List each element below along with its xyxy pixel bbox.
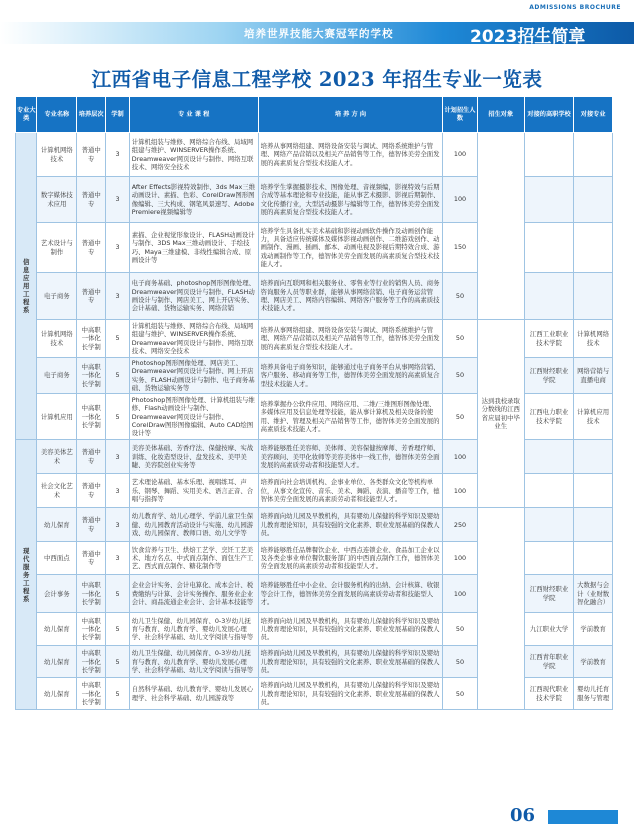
years-cell: 5: [106, 358, 130, 394]
linked-major-cell: [574, 273, 613, 320]
linked-major-cell: 计算机网络技术: [574, 320, 613, 358]
direction-cell: 培养面向幼儿园及早教机构，具有婴幼儿保健的科学知识及婴幼儿教育理论知识，具有较强的文化素养、职业发展基础的保教人员。: [258, 508, 443, 542]
col-header: 专业名称: [37, 97, 77, 133]
col-header: 培养层次: [77, 97, 106, 133]
plan-cell: 50: [443, 646, 477, 678]
college-cell: [524, 273, 573, 320]
major-name-cell: 电子商务: [37, 273, 77, 320]
linked-major-cell: [574, 440, 613, 474]
level-cell: 中高职一体化长学制: [77, 320, 106, 358]
direction-cell: 培养面向社会培训机构、企事业单位、各类群众文化等机构单位，从事文化宣传、音乐、美术、舞蹈、表演、播音等工作，德智体美劳全面发展的高素质劳动者和技能型人才。: [258, 474, 443, 508]
col-header: 专业大类: [16, 97, 37, 133]
level-cell: 中高职一体化长学制: [77, 358, 106, 394]
direction-cell: 培养从事网络组建、网络设备安装与调试、网络系统维护与管理、网络产品营销以及相关产品销售等工作，德智体美劳全面发展的高素质复合型技术技能人才。: [258, 320, 443, 358]
plan-cell: 100: [443, 474, 477, 508]
level-cell: 普通中专: [77, 273, 106, 320]
college-cell: 江西青年职业学院: [524, 646, 573, 678]
years-cell: 3: [106, 508, 130, 542]
plan-cell: 250: [443, 508, 477, 542]
courses-cell: 幼儿卫生保健、幼儿园保育、0-3岁幼儿抚育与教育、幼儿教育学、婴幼儿发展心理学、社会科学基础、幼儿文学阅读与指导等: [129, 646, 258, 678]
major-name-cell: 计算机网络技术: [37, 133, 77, 177]
level-cell: 普通中专: [77, 508, 106, 542]
majors-table: [15, 96, 613, 710]
level-cell: 普通中专: [77, 542, 106, 575]
direction-cell: 培养从事网络组建、网络设备安装与调试、网络系统维护与管理、网络产品营销以及相关产品销售等工作，德智体美劳全面发展的高素质复合型技术技能人才。: [258, 133, 443, 177]
col-header: 对接专业: [574, 97, 613, 133]
linked-major-cell: 婴幼儿托育服务与管理: [574, 678, 613, 710]
major-name-cell: 社会文化艺术: [37, 474, 77, 508]
header-slogan: 培养世界技能大赛冠军的学校: [244, 28, 394, 40]
level-cell: 普通中专: [77, 440, 106, 474]
major-name-cell: 中西面点: [37, 542, 77, 575]
direction-cell: 培养能够胜任品牌餐饮企业、中西点连锁企业、食品加工企业以及各类企事业单位餐饮服务部门的中西面点制作工作，德智体美劳全面发展的高素质劳动者和技能型人才。: [258, 542, 443, 575]
plan-cell: 50: [443, 394, 477, 440]
courses-cell: 计算机组装与维修、网络综合布线、局域网组建与维护、WINSERVER操作系统、Dreamweaver网页设计与制作、网络互联技术、网络安全技术: [129, 320, 258, 358]
linked-major-cell: [574, 223, 613, 273]
table-row: [16, 320, 613, 358]
level-cell: 普通中专: [77, 223, 106, 273]
college-cell: [524, 177, 573, 223]
courses-cell: 美容美体基础、芳香疗法、保健按摩、实战训练、化妆造型设计、盘发技术、美甲美睫、美容院创业实务等: [129, 440, 258, 474]
linked-major-cell: [574, 508, 613, 542]
college-cell: [524, 133, 573, 177]
years-cell: 5: [106, 678, 130, 710]
direction-cell: 培养学生具备扎实美术基础和影视动画软件操作及动画创作能力，具备适应传统媒体及媒体影视动画创作、二维游戏创作、动画制作、漫画、插画、邮本、动画电视及影视后期特效合成、游戏动画制作等工作，德智体美劳全面发展的高素质复合型技术技能人才。: [258, 223, 443, 273]
direction-cell: 培养面向幼儿园及早教机构，具有婴幼儿保健的科学知识及婴幼儿教育理论知识，具有较强的文化素养、职业发展基础的保教人员。: [258, 613, 443, 646]
linked-major-cell: 学前教育: [574, 613, 613, 646]
direction-cell: 培养能够胜任美容师、美体师、美容保健按摩师、芳香理疗师、美容顾问、美甲化妆师等美容美体中一线工作，德智体美劳全面发展的高素质劳动者和技能型人才。: [258, 440, 443, 474]
years-cell: 3: [106, 440, 130, 474]
years-cell: 3: [106, 542, 130, 575]
linked-major-cell: 计算机应用技术: [574, 394, 613, 440]
years-cell: 3: [106, 223, 130, 273]
table-row: [16, 508, 613, 542]
table-row: [16, 133, 613, 177]
category-cell: 信息应用工程系: [16, 133, 37, 440]
college-cell: [524, 474, 573, 508]
target-empty-cell: [477, 133, 524, 320]
linked-major-cell: 学前教育: [574, 646, 613, 678]
college-cell: [524, 542, 573, 575]
plan-cell: 100: [443, 575, 477, 613]
linked-major-cell: [574, 542, 613, 575]
years-cell: 5: [106, 575, 130, 613]
courses-cell: 幼儿卫生保健、幼儿园保育、0-3岁幼儿抚育与教育、幼儿教育学、婴幼儿发展心理学、社会科学基础、幼儿文学阅读与指导等: [129, 613, 258, 646]
direction-cell: 培养能够胜任中小企业、会计服务机构的出纳、会计核算、收银等会计工作，德智体美劳全面发展的高素质劳动者和技能型人才。: [258, 575, 443, 613]
col-header: 招生对象: [477, 97, 524, 133]
major-name-cell: 幼儿保育: [37, 508, 77, 542]
courses-cell: Photoshop图形图像处理、网店美工、Dreamweaver网页设计与制作、网上开店实务、FLASH动画设计与制作、电子商务基础、货物运输实务等: [129, 358, 258, 394]
courses-cell: 自然科学基础、幼儿教育学、婴幼儿发展心理学、社会科学基础、幼儿园游戏等: [129, 678, 258, 710]
linked-major-cell: [574, 133, 613, 177]
major-name-cell: 计算机应用: [37, 394, 77, 440]
linked-major-cell: [574, 474, 613, 508]
years-cell: 5: [106, 394, 130, 440]
level-cell: 中高职一体化长学制: [77, 613, 106, 646]
col-header: 计划招生人数: [443, 97, 477, 133]
category-cell: 现代服务工程系: [16, 440, 37, 710]
col-header: 对接的高职学校: [524, 97, 573, 133]
level-cell: 中高职一体化长学制: [77, 575, 106, 613]
courses-cell: 电子商务基础、photoshop图形图像处理、Dreamweaver网页设计与制作、FLASH动画设计与制作、网店美工、网上开店实务、会计基础、货物运输实务、网络营销: [129, 273, 258, 320]
years-cell: 3: [106, 474, 130, 508]
courses-cell: 素描、企业视觉形象设计、FLASH动画设计与制作、3DS Max三维动画设计、手绘技巧、Maya三维建模、非线性编辑合成、原画设计等: [129, 223, 258, 273]
courses-cell: 艺术理论基础、基本乐理、视唱练耳、声乐、钢琴、舞蹈、实用美术、语言正音、合唱与指挥等: [129, 474, 258, 508]
header-top-label: ADMISSIONS BROCHURE: [529, 4, 621, 11]
header-title: 2023招生简章: [470, 27, 586, 47]
table-header-row: [16, 97, 613, 133]
courses-cell: Photoshop图形图像处理、计算机组装与维修、Flash动画设计与制作、Dreamweaver网页设计与制作、CorelDraw图形图像编辑、Auto CAD绘图设计等: [129, 394, 258, 440]
college-cell: 九江职业大学: [524, 613, 573, 646]
major-name-cell: 艺术设计与制作: [37, 223, 77, 273]
major-name-cell: 数字媒体技术应用: [37, 177, 77, 223]
level-cell: 中高职一体化长学制: [77, 678, 106, 710]
level-cell: 普通中专: [77, 177, 106, 223]
target-empty-cell: [477, 508, 524, 710]
level-cell: 普通中专: [77, 474, 106, 508]
years-cell: 5: [106, 613, 130, 646]
col-header: 培 养 方 向: [258, 97, 443, 133]
level-cell: 中高职一体化长学制: [77, 646, 106, 678]
plan-cell: 50: [443, 273, 477, 320]
years-cell: 3: [106, 177, 130, 223]
direction-cell: 培养面向幼儿园及早教机构，具有婴幼儿保健的科学知识及婴幼儿教育理论知识，具有较强的文化素养、职业发展基础的保教人员。: [258, 646, 443, 678]
col-header: 专 业 课 程: [129, 97, 258, 133]
major-name-cell: 幼儿保育: [37, 646, 77, 678]
college-cell: 江西财经职业学院: [524, 575, 573, 613]
page-title: 江西省电子信息工程学校 2023 年招生专业一览表: [91, 68, 543, 91]
years-cell: 3: [106, 133, 130, 177]
plan-cell: 100: [443, 133, 477, 177]
plan-cell: 50: [443, 358, 477, 394]
linked-major-cell: 大数据与会计（业财数智化融合）: [574, 575, 613, 613]
target-cell: 达到我校录取分数线的江西省应届初中毕业生: [477, 320, 524, 508]
level-cell: 普通中专: [77, 133, 106, 177]
major-name-cell: 幼儿保育: [37, 613, 77, 646]
years-cell: 3: [106, 273, 130, 320]
page-number: 06: [510, 805, 536, 826]
header-bar: [0, 0, 634, 50]
plan-cell: 150: [443, 223, 477, 273]
plan-cell: 50: [443, 678, 477, 710]
courses-cell: After Effects影视特效制作、3ds Max三维动画设计、素描、色彩、CorelDraw图形图像编辑、三大构成、钢笔风景速写、Adobe Premiere视频编辑等: [129, 177, 258, 223]
level-cell: 中高职一体化长学制: [77, 394, 106, 440]
direction-cell: 培养面向幼儿园及早教机构，具有婴幼儿保健的科学知识及婴幼儿教育理论知识，具有较强的文化素养、职业发展基础的保教人员。: [258, 678, 443, 710]
direction-cell: 培养掌握办公软件应用、网络应用、二维/三维图形图像处理、多媒体应用及信息处理等技能，能从事计算机及相关设备的使用、维护、管理及相关产品销售等工作，德智体美劳全面发展的高素质技术技能人才。: [258, 394, 443, 440]
college-cell: 江西财经职业学院: [524, 358, 573, 394]
linked-major-cell: [574, 177, 613, 223]
major-name-cell: 会计事务: [37, 575, 77, 613]
plan-cell: 100: [443, 440, 477, 474]
linked-major-cell: 网络营销与直播电商: [574, 358, 613, 394]
courses-cell: 企业会计实务、会计电算化、成本会计、税费缴纳与计算、会计实务操作、服务业企业会计、商品流通企业会计、会计基本技能等: [129, 575, 258, 613]
plan-cell: 100: [443, 177, 477, 223]
years-cell: 5: [106, 646, 130, 678]
direction-cell: 培养具备电子商务知识，能够通过电子商务平台从事网络营销、客户服务、移动商务等工作，德智体美劳全面发展的高素质复合型技术技能人才。: [258, 358, 443, 394]
major-name-cell: 幼儿保育: [37, 678, 77, 710]
college-cell: 江西工业职业技术学院: [524, 320, 573, 358]
direction-cell: 培养面向互联网和相关服务业、零售业等行业的销售人员、商务咨询服务人员等职业群，能够从事网络营销、电子商务运营管理、网店美工、网络内容编辑、网络客户服务等工作的高素质技术技能人才。: [258, 273, 443, 320]
courses-cell: 计算机组装与维修、网络综合布线、局域网组建与维护、WINSERVER操作系统、Dreamweaver网页设计与制作、网络互联技术、网络安全技术: [129, 133, 258, 177]
major-name-cell: 计算机网络技术: [37, 320, 77, 358]
years-cell: 5: [106, 320, 130, 358]
college-cell: 江西现代职业技术学院: [524, 678, 573, 710]
major-name-cell: 电子商务: [37, 358, 77, 394]
plan-cell: 50: [443, 320, 477, 358]
college-cell: [524, 440, 573, 474]
plan-cell: 50: [443, 613, 477, 646]
college-cell: 江西电力职业技术学院: [524, 394, 573, 440]
courses-cell: 幼儿教育学、幼儿心理学、学前儿童卫生保健、幼儿园教育活动设计与实施、幼儿园游戏、幼儿园保育、教师口语、幼儿文学等: [129, 508, 258, 542]
major-name-cell: 美容美体艺术: [37, 440, 77, 474]
college-cell: [524, 508, 573, 542]
plan-cell: 100: [443, 542, 477, 575]
college-cell: [524, 223, 573, 273]
direction-cell: 培养学生掌握摄影技术、图像处理、音视频编，影视特效与后期合成等基本理论和专业技能，能从事艺术摄影、影视后期制作、文化传播行业，大型活动摄影与编辑等工作，德智体美劳全面发展的高素质复合型技术技能人才。: [258, 177, 443, 223]
courses-cell: 饮食营养与卫生、烘焙工艺学、烹饪工艺美术、地方名点、中式面点制作、面包生产工艺、西式面点制作、糖花制作等: [129, 542, 258, 575]
page-number-bar: [548, 810, 618, 824]
col-header: 学制: [106, 97, 130, 133]
